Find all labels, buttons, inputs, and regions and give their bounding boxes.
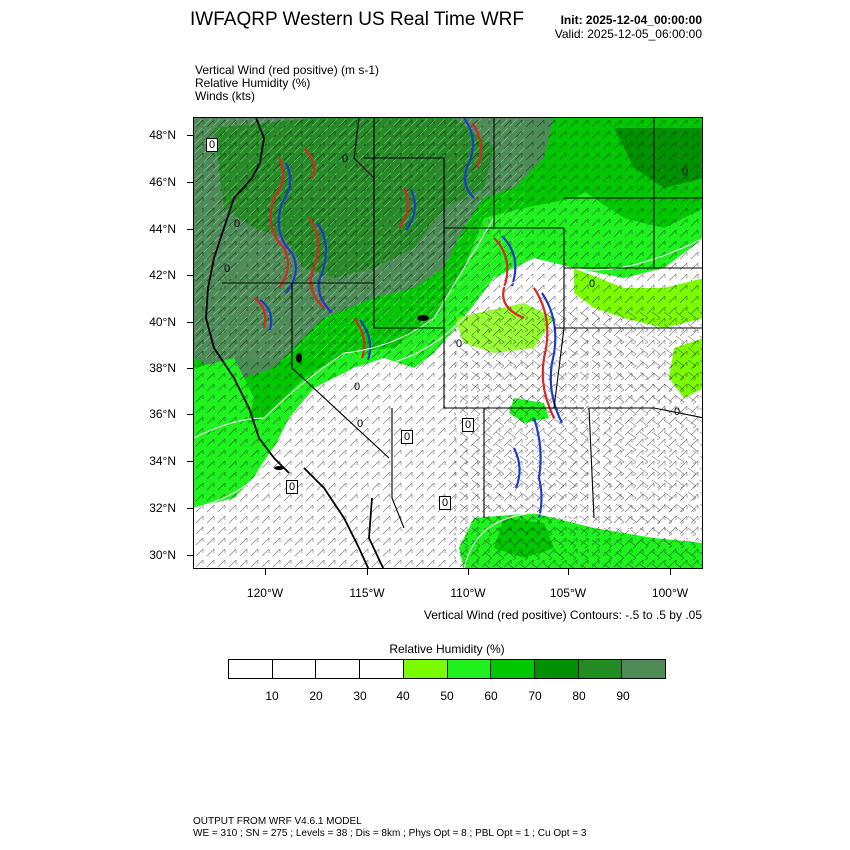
field-relative-humidity: Relative Humidity (%): [195, 76, 311, 90]
lat-label: 44°N: [149, 222, 176, 236]
field-vertical-wind: Vertical Wind (red positive) (m s-1): [195, 63, 380, 77]
colorbar-box: [491, 660, 535, 678]
lat-label: 32°N: [149, 501, 176, 515]
contour-label: 0: [401, 430, 413, 444]
contour-label: 0: [589, 278, 596, 290]
model-footer: [193, 816, 586, 840]
colorbar-box: [448, 660, 492, 678]
contour-label: 0: [354, 381, 361, 393]
lat-label: 38°N: [149, 361, 176, 375]
colorbar-box: [273, 660, 317, 678]
lat-label: 40°N: [149, 315, 176, 329]
colorbar-label: 70: [528, 689, 542, 703]
lon-label: 100°W: [651, 586, 689, 600]
colorbar-box: [535, 660, 579, 678]
lat-label: 46°N: [149, 175, 176, 189]
contour-label: 0: [682, 166, 689, 178]
colorbar-label: 80: [572, 689, 586, 703]
contour-label: 0: [462, 418, 474, 432]
contour-label: 0: [224, 263, 231, 275]
colorbar: [228, 659, 666, 679]
footer-model-version: OUTPUT FROM WRF V4.6.1 MODEL: [193, 816, 362, 827]
colorbar-label: 30: [353, 689, 367, 703]
contour-label: 0: [456, 338, 463, 350]
field-winds: Winds (kts): [195, 89, 255, 103]
colorbar-box: [404, 660, 448, 678]
plot-title: IWFAQRP Western US Real Time WRF: [190, 9, 524, 30]
init-time: Init: 2025-12-04_00:00:00: [560, 13, 702, 27]
colorbar-box: [579, 660, 623, 678]
lat-label: 36°N: [149, 407, 176, 421]
colorbar-box: [622, 660, 665, 678]
colorbar-label: 90: [616, 689, 630, 703]
map-panel: [193, 117, 703, 569]
contour-label: 0: [206, 138, 218, 152]
footer-model-config: WE = 310 ; SN = 275 ; Levels = 38 ; Dis = 8km ; Phys Opt = 8 ; PBL Opt = 1 ; Cu Opt = 3: [193, 828, 587, 839]
colorbar-label: 10: [265, 689, 279, 703]
lon-label: 105°W: [549, 586, 587, 600]
lon-label: 120°W: [246, 586, 284, 600]
contour-label: 0: [357, 418, 364, 430]
wind-barbs-white: [194, 118, 524, 358]
colorbar-label: 40: [396, 689, 410, 703]
contour-label: 0: [286, 480, 298, 494]
contour-label: 0: [342, 153, 349, 165]
contour-label: 0: [234, 218, 241, 230]
colorbar-label: 50: [440, 689, 454, 703]
valid-time: Valid: 2025-12-05_06:00:00: [554, 27, 702, 41]
lat-label: 30°N: [149, 548, 176, 562]
colorbar-box: [360, 660, 404, 678]
contour-label: 0: [439, 496, 451, 510]
contour-label: 0: [674, 406, 681, 418]
init-valid-times: [555, 13, 702, 41]
lat-label: 42°N: [149, 268, 176, 282]
colorbar-title: Relative Humidity (%): [389, 642, 505, 656]
colorbar-label: 20: [309, 689, 323, 703]
colorbar-box: [316, 660, 360, 678]
lon-label: 115°W: [349, 586, 385, 600]
lon-label: 110°W: [450, 586, 486, 600]
field-list: [195, 64, 379, 103]
contour-note: Vertical Wind (red positive) Contours: -.5 to .5 by .05: [423, 608, 702, 622]
lat-label: 34°N: [149, 454, 176, 468]
lat-label: 48°N: [149, 128, 176, 142]
colorbar-box: [229, 660, 273, 678]
colorbar-label: 60: [484, 689, 498, 703]
